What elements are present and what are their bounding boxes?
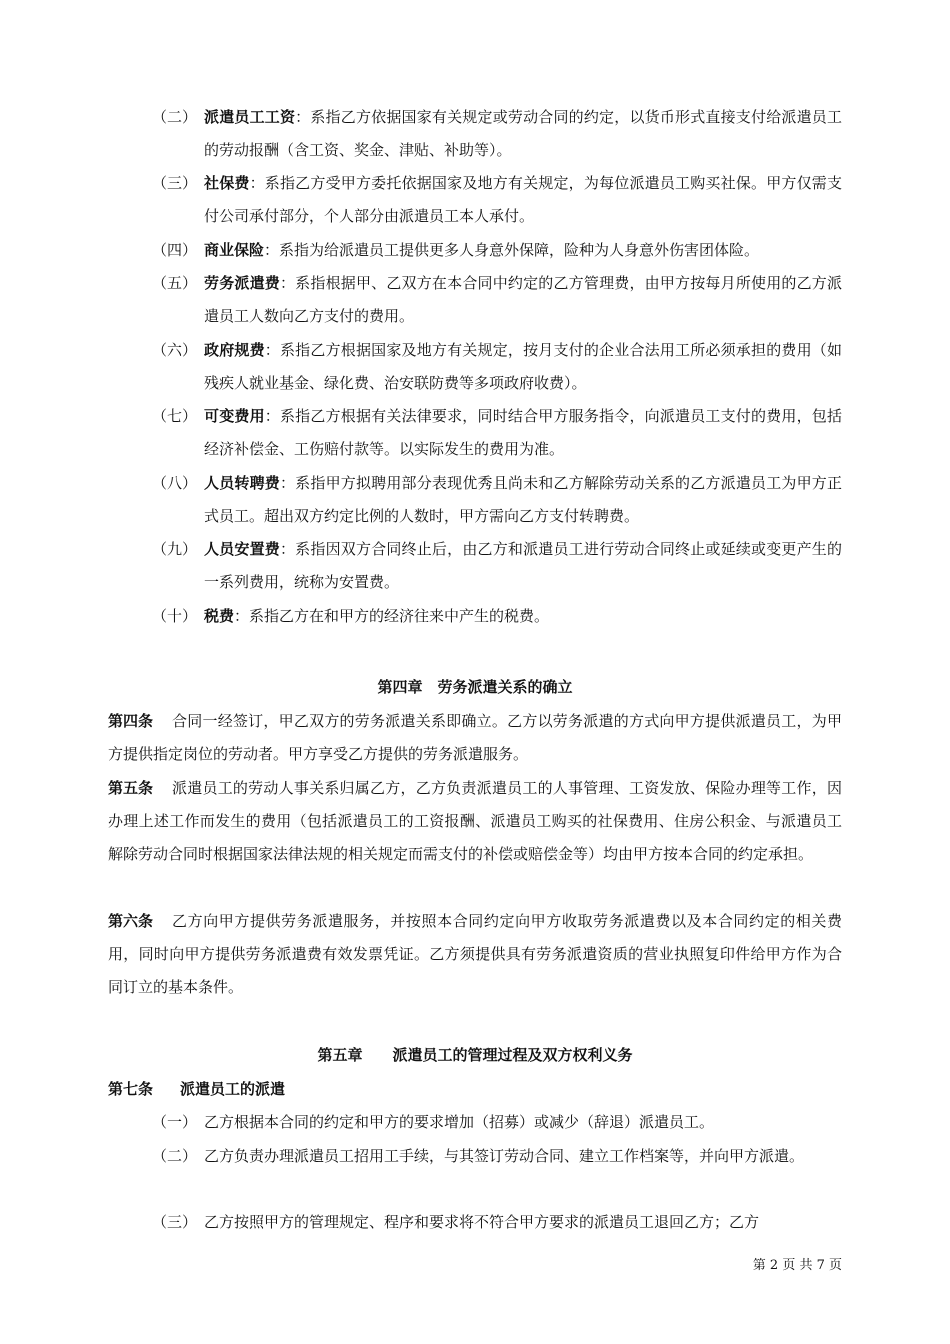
article-number: 第六条 — [108, 912, 154, 930]
item-number: （三） — [152, 1213, 198, 1231]
item-text: 乙方根据本合同的约定和甲方的要求增加（招募）或减少（辞退）派遣员工。 — [204, 1113, 715, 1131]
article-title: 派遣员工的派遣 — [180, 1080, 286, 1098]
definition-item — [152, 167, 842, 233]
definition-text: ：系指乙方受甲方委托依据国家及地方有关规定，为每位派遣员工购买社保。甲方仅需支付公司承付部分，个人部分由派遣员工本人承付。 — [204, 174, 842, 225]
article-number: 第五条 — [108, 779, 154, 797]
article-text — [108, 905, 842, 1004]
definition-item — [152, 600, 842, 633]
article — [108, 905, 842, 1004]
list-item — [152, 1206, 842, 1239]
definition-item — [152, 467, 842, 533]
article-body: 乙方向甲方提供劳务派遣服务，并按照本合同约定向甲方收取劳务派遣费以及本合同约定的相关费用，同时向甲方提供劳务派遣费有效发票凭证。乙方须提供具有劳务派遣资质的营业执照复印件给甲方作为合同订立的基本条件。 — [108, 912, 842, 996]
definition-term: 可变费用 — [204, 407, 265, 425]
article-number: 第七条 — [108, 1080, 154, 1098]
article-number: 第四条 — [108, 712, 154, 730]
article — [108, 705, 842, 771]
article-body: 派遣员工的劳动人事关系归属乙方，乙方负责派遣员工的人事管理、工资发放、保险办理等工作，因办理上述工作而发生的费用（包括派遣员工的工资报酬、派遣员工购买的社保费用、住房公积金、与派遣员工解除劳动合同时根据国家法律法规的相关规定而需支付的补偿或赔偿金等）均由甲方按本合同的约定承担。 — [108, 779, 842, 863]
definition-term: 人员转聘费 — [204, 474, 280, 492]
definition-number: （八） — [152, 474, 198, 492]
item-text: 乙方按照甲方的管理规定、程序和要求将不符合甲方要求的派遣员工退回乙方；乙方 — [204, 1213, 760, 1231]
chapter-heading: 第四章 劳务派遣关系的确立 — [377, 678, 573, 696]
definition-text: ：系指乙方根据国家及地方有关规定，按月支付的企业合法用工所必须承担的费用（如残疾人就业基金、绿化费、治安联防费等多项政府收费）。 — [204, 341, 842, 392]
definition-term: 劳务派遣费 — [204, 274, 280, 292]
article-heading — [108, 1073, 842, 1106]
page-footer: 第 2 页 共 7 页 — [752, 1258, 842, 1273]
definition-term: 社保费 — [204, 174, 250, 192]
definition-number: （七） — [152, 407, 198, 425]
article-text — [108, 705, 842, 771]
article-text — [108, 772, 842, 871]
chapter-heading: 第五章 派遣员工的管理过程及双方权利义务 — [317, 1046, 633, 1064]
definition-number: （六） — [152, 341, 198, 359]
definition-number: （十） — [152, 607, 198, 625]
definition-term: 派遣员工工资 — [204, 108, 296, 126]
definition-number: （五） — [152, 274, 198, 292]
definition-item — [152, 267, 842, 333]
article-body: 合同一经签订，甲乙双方的劳务派遣关系即确立。乙方以劳务派遣的方式向甲方提供派遣员工，为甲方提供指定岗位的劳动者。甲方享受乙方提供的劳务派遣服务。 — [108, 712, 842, 763]
list-item — [152, 1140, 842, 1173]
list-item — [152, 1106, 842, 1139]
definition-text: ：系指乙方在和甲方的经济往来中产生的税费。 — [234, 607, 550, 625]
definition-term: 人员安置费 — [204, 540, 280, 558]
definition-text: ：系指甲方拟聘用部分表现优秀且尚未和乙方解除劳动关系的乙方派遣员工为甲方正式员工。超出双方约定比例的人数时，甲方需向乙方支付转聘费。 — [204, 474, 842, 525]
definition-term: 政府规费 — [204, 341, 265, 359]
definition-text: ：系指为给派遣员工提供更多人身意外保障，险种为人身意外伤害团体险。 — [264, 241, 760, 259]
definition-item — [152, 101, 842, 167]
definition-text: ：系指根据甲、乙双方在本合同中约定的乙方管理费，由甲方按每月所使用的乙方派遣员工人数向乙方支付的费用。 — [204, 274, 842, 325]
definition-number: （二） — [152, 108, 198, 126]
definition-text: ：系指乙方根据有关法律要求，同时结合甲方服务指令，向派遣员工支付的费用，包括经济补偿金、工伤赔付款等。以实际发生的费用为准。 — [204, 407, 842, 458]
definition-number: （三） — [152, 174, 198, 192]
definition-item — [152, 234, 842, 267]
definition-text: ：系指因双方合同终止后，由乙方和派遣员工进行劳动合同终止或延续或变更产生的一系列费用，统称为安置费。 — [204, 540, 842, 591]
definition-number: （四） — [152, 241, 198, 259]
item-text: 乙方负责办理派遣员工招用工手续，与其签订劳动合同、建立工作档案等，并向甲方派遣。 — [204, 1147, 805, 1165]
definition-term: 税费 — [204, 607, 235, 625]
article — [108, 772, 842, 871]
definition-term: 商业保险 — [204, 241, 265, 259]
definition-item — [152, 400, 842, 466]
definition-number: （九） — [152, 540, 198, 558]
item-number: （一） — [152, 1113, 198, 1131]
definition-item — [152, 533, 842, 599]
item-number: （二） — [152, 1147, 198, 1165]
definition-item — [152, 334, 842, 400]
definition-text: ：系指乙方依据国家有关规定或劳动合同的约定，以货币形式直接支付给派遣员工的劳动报酬（含工资、奖金、津贴、补助等）。 — [204, 108, 842, 159]
